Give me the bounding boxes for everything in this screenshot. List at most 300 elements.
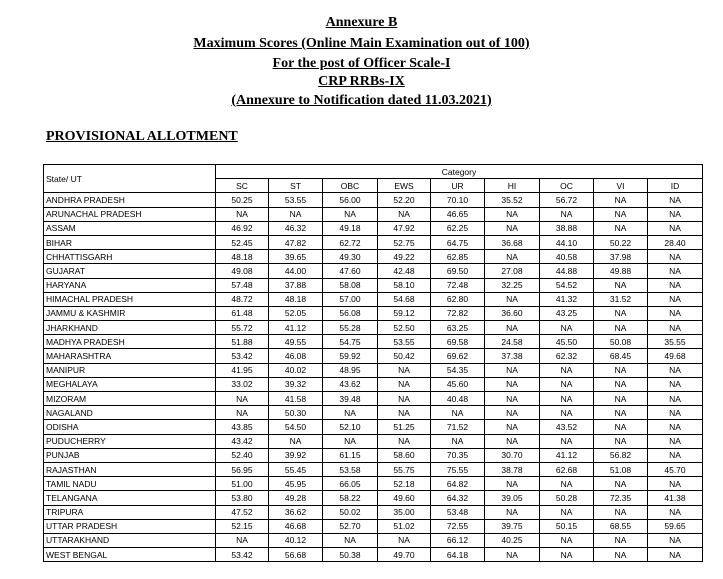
- score-cell: NA: [485, 292, 540, 306]
- score-cell: NA: [648, 406, 703, 420]
- score-cell: 56.72: [540, 193, 594, 207]
- score-cell: NA: [378, 363, 431, 377]
- score-cell: NA: [431, 406, 485, 420]
- score-cell: 51.08: [594, 462, 648, 476]
- score-cell: 62.25: [431, 221, 485, 235]
- score-cell: 40.12: [269, 533, 323, 547]
- score-cell: NA: [485, 363, 540, 377]
- score-cell: NA: [485, 548, 540, 562]
- annexure-title: Annexure B: [325, 15, 398, 30]
- score-cell: 53.55: [378, 335, 431, 349]
- score-cell: 53.42: [216, 349, 269, 363]
- score-cell: 49.55: [269, 335, 323, 349]
- score-cell: 51.88: [216, 335, 269, 349]
- state-cell: UTTARAKHAND: [44, 533, 216, 547]
- table-body: [44, 193, 703, 562]
- score-cell: 61.48: [216, 306, 269, 320]
- table-row: [44, 477, 703, 491]
- table-row: [44, 292, 703, 306]
- score-cell: NA: [378, 406, 431, 420]
- score-cell: NA: [648, 292, 703, 306]
- score-cell: NA: [594, 477, 648, 491]
- score-cell: NA: [648, 377, 703, 391]
- score-cell: 44.00: [269, 264, 323, 278]
- column-header-ews: EWS: [378, 179, 431, 193]
- score-cell: 45.95: [269, 477, 323, 491]
- score-cell: NA: [648, 193, 703, 207]
- score-cell: 40.58: [540, 250, 594, 264]
- score-cell: 46.92: [216, 221, 269, 235]
- score-cell: NA: [648, 264, 703, 278]
- score-cell: 27.08: [485, 264, 540, 278]
- scores-table: [43, 164, 703, 562]
- score-cell: 51.25: [378, 420, 431, 434]
- score-cell: 54.35: [431, 363, 485, 377]
- score-cell: 45.60: [431, 377, 485, 391]
- score-cell: 69.50: [431, 264, 485, 278]
- score-cell: 41.12: [269, 321, 323, 335]
- score-cell: 53.80: [216, 491, 269, 505]
- table-row: [44, 519, 703, 533]
- score-cell: 49.30: [323, 250, 378, 264]
- score-cell: 56.08: [323, 306, 378, 320]
- score-cell: NA: [648, 207, 703, 221]
- score-cell: 31.52: [594, 292, 648, 306]
- score-cell: 41.95: [216, 363, 269, 377]
- state-cell: ARUNACHAL PRADESH: [44, 207, 216, 221]
- score-cell: 59.92: [323, 349, 378, 363]
- score-cell: 62.32: [540, 349, 594, 363]
- column-header-obc: OBC: [323, 179, 378, 193]
- score-cell: 41.12: [540, 448, 594, 462]
- score-cell: 39.32: [269, 377, 323, 391]
- score-cell: NA: [540, 321, 594, 335]
- score-cell: 53.55: [269, 193, 323, 207]
- score-cell: NA: [594, 533, 648, 547]
- table-row: [44, 505, 703, 519]
- score-cell: 55.75: [378, 462, 431, 476]
- score-cell: 49.70: [378, 548, 431, 562]
- score-cell: NA: [648, 363, 703, 377]
- score-cell: 56.82: [594, 448, 648, 462]
- score-cell: 47.92: [378, 221, 431, 235]
- score-cell: NA: [485, 221, 540, 235]
- score-cell: NA: [594, 406, 648, 420]
- score-cell: 58.10: [378, 278, 431, 292]
- state-cell: TELANGANA: [44, 491, 216, 505]
- score-cell: NA: [323, 406, 378, 420]
- table-row: [44, 335, 703, 349]
- score-cell: 48.18: [269, 292, 323, 306]
- score-cell: NA: [323, 533, 378, 547]
- score-cell: NA: [594, 392, 648, 406]
- score-cell: 59.65: [648, 519, 703, 533]
- score-cell: 41.38: [648, 491, 703, 505]
- table-row: [44, 264, 703, 278]
- score-cell: 47.52: [216, 505, 269, 519]
- score-cell: NA: [323, 207, 378, 221]
- score-cell: 56.95: [216, 462, 269, 476]
- score-cell: NA: [594, 548, 648, 562]
- column-header-hi: HI: [485, 179, 540, 193]
- score-cell: 66.12: [431, 533, 485, 547]
- state-cell: ANDHRA PRADESH: [44, 193, 216, 207]
- score-cell: 46.68: [269, 519, 323, 533]
- score-cell: 50.28: [540, 491, 594, 505]
- score-cell: 49.60: [378, 491, 431, 505]
- score-cell: 28.40: [648, 235, 703, 249]
- score-cell: 39.65: [269, 250, 323, 264]
- score-cell: 40.02: [269, 363, 323, 377]
- score-cell: 50.38: [323, 548, 378, 562]
- score-cell: 37.98: [594, 250, 648, 264]
- score-cell: NA: [540, 406, 594, 420]
- score-cell: 43.42: [216, 434, 269, 448]
- score-cell: 37.88: [269, 278, 323, 292]
- score-cell: NA: [540, 505, 594, 519]
- score-cell: NA: [216, 406, 269, 420]
- state-cell: MADHYA PRADESH: [44, 335, 216, 349]
- table-row: [44, 434, 703, 448]
- state-header: State/ UT: [44, 165, 216, 193]
- score-cell: 56.68: [269, 548, 323, 562]
- score-cell: NA: [216, 207, 269, 221]
- state-cell: GUJARAT: [44, 264, 216, 278]
- score-cell: 50.25: [216, 193, 269, 207]
- exam-title: Maximum Scores (Online Main Examination out of 100): [193, 36, 530, 51]
- score-cell: 72.82: [431, 306, 485, 320]
- state-cell: PUNJAB: [44, 448, 216, 462]
- score-cell: 51.02: [378, 519, 431, 533]
- table-row: [44, 448, 703, 462]
- score-cell: NA: [485, 406, 540, 420]
- score-cell: 70.10: [431, 193, 485, 207]
- score-cell: 33.02: [216, 377, 269, 391]
- score-cell: 62.80: [431, 292, 485, 306]
- score-cell: NA: [648, 321, 703, 335]
- state-cell: JAMMU & KASHMIR: [44, 306, 216, 320]
- score-cell: 55.28: [323, 321, 378, 335]
- score-cell: 51.00: [216, 477, 269, 491]
- score-cell: 59.12: [378, 306, 431, 320]
- score-cell: 54.52: [540, 278, 594, 292]
- score-cell: 52.45: [216, 235, 269, 249]
- score-cell: NA: [485, 377, 540, 391]
- score-cell: 57.00: [323, 292, 378, 306]
- score-cell: NA: [378, 377, 431, 391]
- score-cell: 49.08: [216, 264, 269, 278]
- score-cell: 47.82: [269, 235, 323, 249]
- score-cell: NA: [648, 392, 703, 406]
- score-cell: NA: [648, 548, 703, 562]
- score-cell: 53.58: [323, 462, 378, 476]
- state-cell: NAGALAND: [44, 406, 216, 420]
- score-cell: NA: [540, 377, 594, 391]
- score-cell: 41.32: [540, 292, 594, 306]
- table-row: [44, 321, 703, 335]
- score-cell: 53.48: [431, 505, 485, 519]
- score-cell: NA: [540, 477, 594, 491]
- score-cell: 37.38: [485, 349, 540, 363]
- column-header-id: ID: [648, 179, 703, 193]
- score-cell: 35.00: [378, 505, 431, 519]
- score-cell: 50.22: [594, 235, 648, 249]
- score-cell: NA: [594, 221, 648, 235]
- state-cell: HARYANA: [44, 278, 216, 292]
- score-cell: 48.95: [323, 363, 378, 377]
- state-cell: UTTAR PRADESH: [44, 519, 216, 533]
- score-cell: NA: [594, 377, 648, 391]
- score-cell: NA: [485, 420, 540, 434]
- score-cell: NA: [594, 278, 648, 292]
- state-cell: MANIPUR: [44, 363, 216, 377]
- table-row: [44, 363, 703, 377]
- score-cell: 54.68: [378, 292, 431, 306]
- score-cell: 64.32: [431, 491, 485, 505]
- notification-title: (Annexure to Notification dated 11.03.2021): [231, 93, 492, 108]
- score-cell: 39.75: [485, 519, 540, 533]
- score-cell: NA: [216, 533, 269, 547]
- score-cell: 35.52: [485, 193, 540, 207]
- score-cell: NA: [594, 321, 648, 335]
- score-cell: 52.15: [216, 519, 269, 533]
- score-cell: 61.15: [323, 448, 378, 462]
- state-cell: RAJASTHAN: [44, 462, 216, 476]
- score-cell: 44.10: [540, 235, 594, 249]
- score-cell: NA: [594, 420, 648, 434]
- score-cell: NA: [323, 434, 378, 448]
- score-cell: 41.58: [269, 392, 323, 406]
- state-cell: ASSAM: [44, 221, 216, 235]
- score-cell: 62.68: [540, 462, 594, 476]
- score-cell: 52.10: [323, 420, 378, 434]
- score-cell: 50.02: [323, 505, 378, 519]
- state-cell: MAHARASHTRA: [44, 349, 216, 363]
- score-cell: 55.72: [216, 321, 269, 335]
- score-cell: NA: [540, 207, 594, 221]
- state-cell: HIMACHAL PRADESH: [44, 292, 216, 306]
- score-cell: NA: [378, 392, 431, 406]
- score-cell: 52.75: [378, 235, 431, 249]
- score-cell: 49.28: [269, 491, 323, 505]
- score-cell: 24.58: [485, 335, 540, 349]
- score-cell: NA: [269, 434, 323, 448]
- score-cell: 71.52: [431, 420, 485, 434]
- score-cell: 43.52: [540, 420, 594, 434]
- score-cell: 56.00: [323, 193, 378, 207]
- score-cell: NA: [485, 250, 540, 264]
- score-cell: NA: [648, 505, 703, 519]
- score-cell: 36.68: [485, 235, 540, 249]
- score-cell: 52.20: [378, 193, 431, 207]
- score-cell: NA: [378, 434, 431, 448]
- score-cell: NA: [648, 477, 703, 491]
- score-cell: 72.35: [594, 491, 648, 505]
- section-title: PROVISIONAL ALLOTMENT: [46, 129, 238, 144]
- score-cell: 68.55: [594, 519, 648, 533]
- score-cell: 72.55: [431, 519, 485, 533]
- score-cell: 39.05: [485, 491, 540, 505]
- score-cell: NA: [378, 207, 431, 221]
- score-cell: 36.60: [485, 306, 540, 320]
- category-header: Category: [216, 165, 703, 179]
- score-cell: NA: [648, 278, 703, 292]
- table-row: [44, 491, 703, 505]
- score-cell: 70.35: [431, 448, 485, 462]
- table-row: [44, 349, 703, 363]
- table-row: [44, 278, 703, 292]
- state-cell: TRIPURA: [44, 505, 216, 519]
- score-cell: NA: [594, 306, 648, 320]
- score-cell: 46.32: [269, 221, 323, 235]
- table-row: [44, 462, 703, 476]
- score-cell: 48.18: [216, 250, 269, 264]
- state-cell: ODISHA: [44, 420, 216, 434]
- state-cell: WEST BENGAL: [44, 548, 216, 562]
- score-cell: 40.48: [431, 392, 485, 406]
- score-cell: NA: [216, 392, 269, 406]
- score-cell: NA: [594, 434, 648, 448]
- score-cell: 49.22: [378, 250, 431, 264]
- column-header-sc: SC: [216, 179, 269, 193]
- score-cell: 39.48: [323, 392, 378, 406]
- table-row: [44, 377, 703, 391]
- score-cell: NA: [485, 434, 540, 448]
- table-row: [44, 548, 703, 562]
- score-cell: NA: [540, 548, 594, 562]
- score-cell: 69.62: [431, 349, 485, 363]
- column-header-st: ST: [269, 179, 323, 193]
- table-row: [44, 193, 703, 207]
- state-cell: BIHAR: [44, 235, 216, 249]
- score-cell: NA: [594, 193, 648, 207]
- score-cell: NA: [378, 533, 431, 547]
- score-cell: 55.45: [269, 462, 323, 476]
- score-cell: 62.72: [323, 235, 378, 249]
- table-row: [44, 250, 703, 264]
- score-cell: 75.55: [431, 462, 485, 476]
- score-cell: 32.25: [485, 278, 540, 292]
- table-row: [44, 420, 703, 434]
- score-cell: 43.85: [216, 420, 269, 434]
- state-cell: TAMIL NADU: [44, 477, 216, 491]
- score-cell: 58.60: [378, 448, 431, 462]
- score-cell: 54.75: [323, 335, 378, 349]
- score-cell: 46.65: [431, 207, 485, 221]
- score-cell: 38.78: [485, 462, 540, 476]
- state-cell: CHHATTISGARH: [44, 250, 216, 264]
- table-row: [44, 235, 703, 249]
- score-cell: 52.70: [323, 519, 378, 533]
- score-cell: 40.25: [485, 533, 540, 547]
- score-cell: 43.25: [540, 306, 594, 320]
- score-cell: 57.48: [216, 278, 269, 292]
- score-cell: NA: [648, 306, 703, 320]
- score-cell: NA: [648, 434, 703, 448]
- score-cell: 52.50: [378, 321, 431, 335]
- score-cell: 52.18: [378, 477, 431, 491]
- score-cell: NA: [594, 505, 648, 519]
- score-cell: 46.08: [269, 349, 323, 363]
- column-header-vi: VI: [594, 179, 648, 193]
- score-cell: 36.62: [269, 505, 323, 519]
- score-cell: 50.15: [540, 519, 594, 533]
- score-cell: NA: [540, 392, 594, 406]
- score-cell: 63.25: [431, 321, 485, 335]
- table-row: [44, 207, 703, 221]
- table-row: [44, 221, 703, 235]
- score-cell: 44.88: [540, 264, 594, 278]
- column-header-oc: OC: [540, 179, 594, 193]
- table-row: [44, 392, 703, 406]
- score-cell: 49.18: [323, 221, 378, 235]
- score-cell: 72.48: [431, 278, 485, 292]
- score-cell: 49.88: [594, 264, 648, 278]
- score-cell: 45.50: [540, 335, 594, 349]
- score-cell: NA: [594, 207, 648, 221]
- score-cell: 52.05: [269, 306, 323, 320]
- score-cell: 64.75: [431, 235, 485, 249]
- score-cell: 50.42: [378, 349, 431, 363]
- score-cell: 35.55: [648, 335, 703, 349]
- score-cell: NA: [648, 448, 703, 462]
- score-cell: NA: [485, 321, 540, 335]
- state-cell: JHARKHAND: [44, 321, 216, 335]
- score-cell: 50.08: [594, 335, 648, 349]
- score-cell: NA: [540, 363, 594, 377]
- score-cell: 45.70: [648, 462, 703, 476]
- score-cell: 30.70: [485, 448, 540, 462]
- table-row: [44, 406, 703, 420]
- score-cell: 68.45: [594, 349, 648, 363]
- score-cell: NA: [540, 434, 594, 448]
- score-cell: NA: [540, 533, 594, 547]
- score-cell: 53.42: [216, 548, 269, 562]
- score-cell: NA: [485, 207, 540, 221]
- score-cell: 64.82: [431, 477, 485, 491]
- score-cell: 58.22: [323, 491, 378, 505]
- score-cell: NA: [431, 434, 485, 448]
- score-cell: NA: [485, 392, 540, 406]
- column-header-ur: UR: [431, 179, 485, 193]
- score-cell: NA: [648, 221, 703, 235]
- score-cell: NA: [648, 420, 703, 434]
- score-cell: NA: [594, 363, 648, 377]
- score-cell: 49.68: [648, 349, 703, 363]
- state-cell: MIZORAM: [44, 392, 216, 406]
- score-cell: 42.48: [378, 264, 431, 278]
- score-cell: 69.58: [431, 335, 485, 349]
- score-cell: 62.85: [431, 250, 485, 264]
- table-row: [44, 533, 703, 547]
- score-cell: 54.50: [269, 420, 323, 434]
- score-cell: 58.08: [323, 278, 378, 292]
- state-cell: MEGHALAYA: [44, 377, 216, 391]
- score-cell: 50.30: [269, 406, 323, 420]
- table-row: [44, 306, 703, 320]
- score-cell: NA: [485, 505, 540, 519]
- score-cell: 52.40: [216, 448, 269, 462]
- score-cell: 64.18: [431, 548, 485, 562]
- score-cell: 38.88: [540, 221, 594, 235]
- state-cell: PUDUCHERRY: [44, 434, 216, 448]
- score-cell: 39.92: [269, 448, 323, 462]
- score-cell: 48.72: [216, 292, 269, 306]
- score-cell: NA: [269, 207, 323, 221]
- score-cell: NA: [648, 533, 703, 547]
- score-cell: 66.05: [323, 477, 378, 491]
- post-title: For the post of Officer Scale-I: [272, 56, 451, 71]
